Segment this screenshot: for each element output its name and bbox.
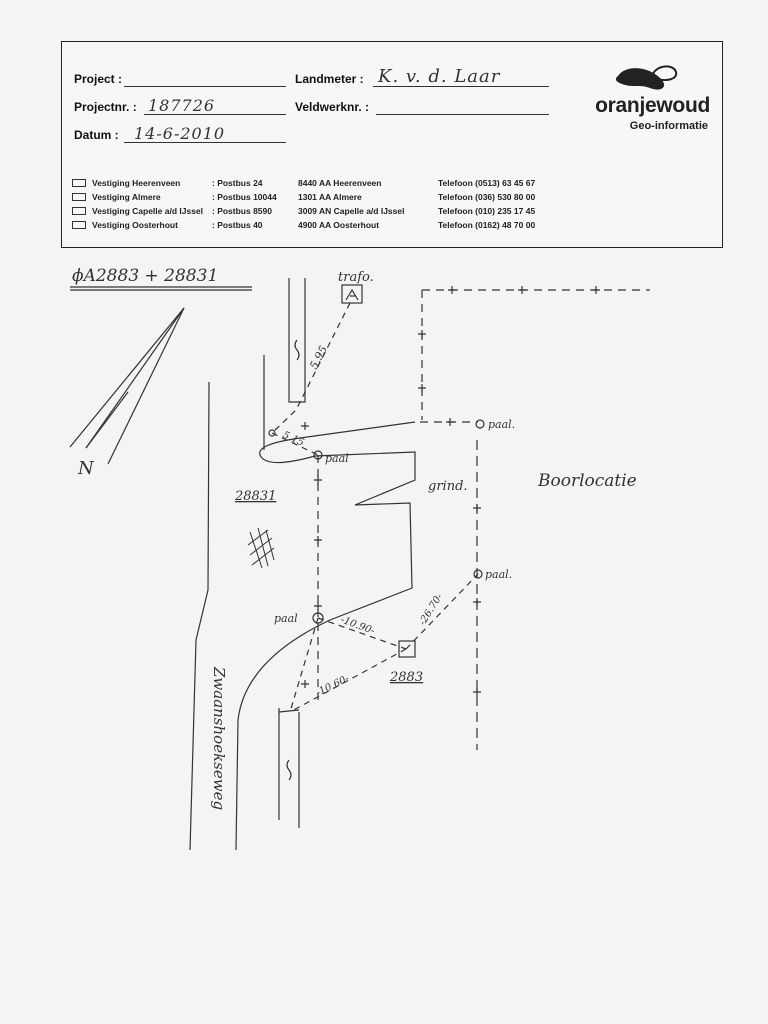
label-paal-2: paal — [325, 452, 349, 465]
landmeter-value: K. v. d. Laar — [378, 66, 501, 87]
label-boorlocatie: Boorlocatie — [538, 471, 637, 491]
office-postbus: : Postbus 8590 — [212, 206, 272, 216]
measure-line-4 — [406, 574, 478, 649]
trafo-symbol-icon — [346, 290, 358, 300]
water-squiggle-2 — [287, 760, 291, 780]
office-postcode: 1301 AA Almere — [298, 192, 362, 202]
access-road — [236, 422, 415, 850]
brand-subtitle: Geo-informatie — [629, 120, 708, 132]
projectnr-label: Projectnr. : — [74, 100, 137, 114]
office-postbus: : Postbus 10044 — [212, 192, 277, 202]
office-name: Vestiging Oosterhout — [92, 220, 178, 230]
label-trafo: trafo. — [338, 270, 374, 285]
office-phone: Telefoon (0513) 63 45 67 — [438, 178, 536, 188]
datum-value: 14-6-2010 — [134, 124, 226, 143]
road-edge-left — [190, 382, 209, 850]
paal-marker-1 — [476, 420, 484, 428]
north-arrow-icon — [70, 308, 184, 464]
road-name-label: Zwaanshoekseweg — [210, 667, 228, 811]
measure-line-6 — [290, 618, 318, 712]
office-phone: Telefoon (036) 530 80 00 — [438, 192, 536, 202]
dist-label-3: -10.90- — [338, 614, 376, 637]
project-label: Project : — [74, 72, 123, 86]
label-paal-4: paal — [274, 612, 298, 625]
label-2883: 2883 — [390, 670, 424, 685]
office-name: Vestiging Heerenveen — [92, 178, 181, 188]
veldwerknr-label: Veldwerknr. : — [295, 100, 370, 114]
point-2883-box — [399, 641, 415, 657]
hatch-marker — [248, 528, 274, 568]
label-grind: grind. — [428, 479, 468, 494]
label-paal-3: paal. — [485, 568, 513, 581]
ditch-lower — [279, 708, 299, 828]
office-postbus: : Postbus 24 — [212, 178, 263, 188]
office-name: Vestiging Almere — [92, 192, 161, 202]
landmeter-label: Landmeter : — [295, 72, 364, 86]
projectnr-value: 187726 — [148, 96, 216, 115]
office-phone: Telefoon (0162) 48 70 00 — [438, 220, 536, 230]
office-phone: Telefoon (010) 235 17 45 — [438, 206, 536, 216]
dist-label-2: 5.15 — [280, 429, 306, 449]
dist-label-1: 5.95 — [307, 343, 331, 372]
office-postcode: 4900 AA Oosterhout — [298, 220, 380, 230]
sketch-title: ϕA2883 + 28831 — [72, 266, 219, 286]
brand-name: oranjewoud — [595, 94, 710, 117]
label-28831: 28831 — [235, 489, 277, 504]
trafo-box — [342, 285, 362, 303]
office-postcode: 3009 AN Capelle a/d IJssel — [298, 206, 405, 216]
office-postcode: 8440 AA Heerenveen — [298, 178, 382, 188]
office-postbus: : Postbus 40 — [212, 220, 263, 230]
water-squiggle-1 — [295, 340, 299, 360]
datum-label: Datum : — [74, 128, 119, 142]
north-label: N — [78, 458, 94, 479]
fence-top — [422, 290, 650, 420]
office-name: Vestiging Capelle a/d IJssel — [92, 206, 204, 216]
dist-label-5: -10.60- — [314, 673, 352, 699]
dist-label-4: -26.70- — [417, 591, 446, 628]
label-paal-1: paal. — [488, 418, 516, 431]
